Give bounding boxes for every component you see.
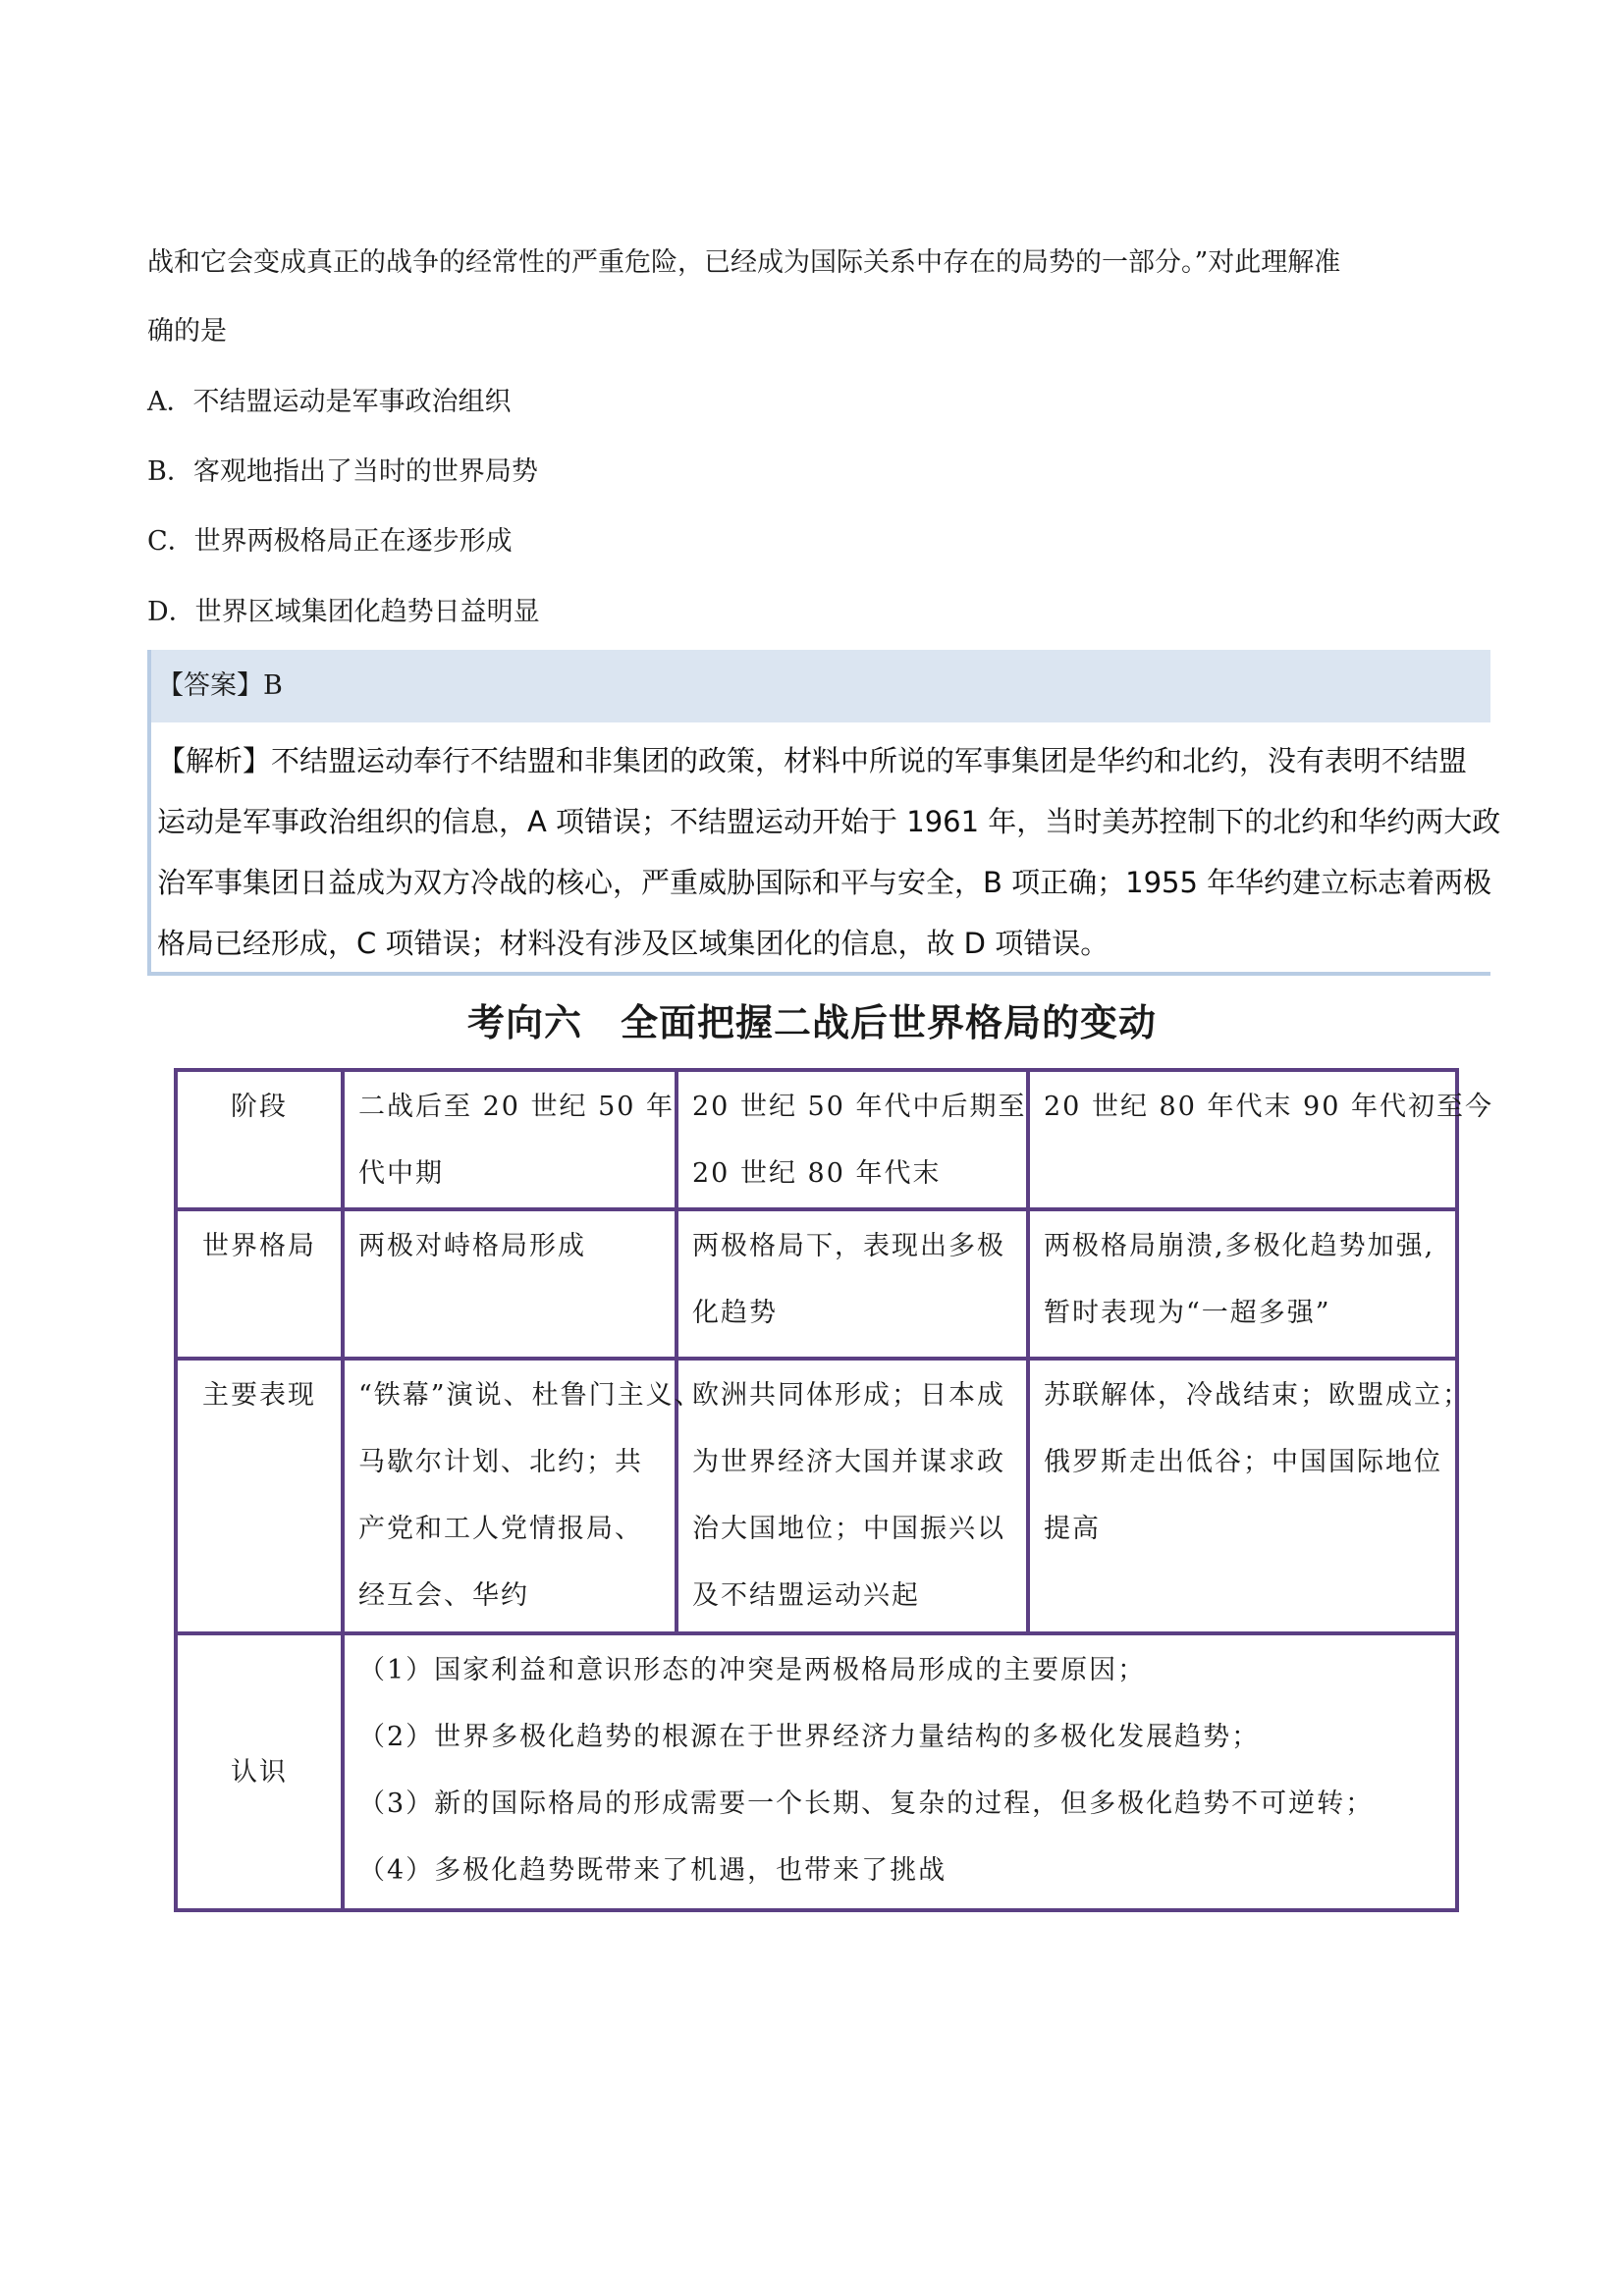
row-label-stage: 阶段 <box>176 1070 343 1209</box>
row-label-features: 主要表现 <box>176 1359 343 1633</box>
option-d: D．世界区域集团化趋势日益明显 <box>147 597 540 627</box>
table-row-stage <box>176 1070 1457 1209</box>
option-b: B．客观地指出了当时的世界局势 <box>147 456 538 487</box>
row-label-understanding: 认识 <box>176 1633 343 1910</box>
understanding-item: （3）新的国际格局的形成需要一个长期、复杂的过程，但多极化趋势不可逆转； <box>358 1789 1375 1819</box>
summary-table <box>174 1068 1493 1912</box>
option-c: C．世界两极格局正在逐步形成 <box>147 526 513 557</box>
understanding-item: （2）世界多极化趋势的根源在于世界经济力量结构的多极化发展趋势； <box>358 1722 1261 1752</box>
features-col-3: 苏联解体，冷战结束；欧盟成立； 俄罗斯走出低谷；中国国际地位 提高 <box>1028 1359 1457 1633</box>
understanding-item: （1）国家利益和意识形态的冲突是两极格局形成的主要原因； <box>358 1655 1147 1685</box>
stage-col-2: 20 世纪 50 年代中后期至 20 世纪 80 年代末 <box>677 1070 1028 1209</box>
analysis-line: 运动是军事政治组织的信息，A 项错误；不结盟运动开始于 1961 年，当时美苏控制下的北约和华约两大政 <box>157 805 1501 838</box>
understanding-content <box>343 1633 1457 1910</box>
row-label-pattern: 世界格局 <box>176 1209 343 1359</box>
table-row-pattern <box>176 1209 1457 1359</box>
pattern-col-3: 两极格局崩溃,多极化趋势加强, 暂时表现为“一超多强” <box>1028 1209 1457 1359</box>
understanding-item: （4）多极化趋势既带来了机遇，也带来了挑战 <box>358 1855 947 1886</box>
table-row-features <box>176 1359 1457 1633</box>
answer-text: 【答案】B <box>157 670 283 701</box>
section-title: 考向六 全面把握二战后世界格局的变动 <box>466 1001 1157 1044</box>
pattern-col-2: 两极格局下，表现出多极 化趋势 <box>677 1209 1028 1359</box>
option-a: A．不结盟运动是军事政治组织 <box>147 387 512 417</box>
analysis-line: 治军事集团日益成为双方冷战的核心，严重威胁国际和平与安全，B 项正确；1955 年华约建立标志着两极 <box>157 866 1492 899</box>
table-row-understanding <box>176 1633 1457 1910</box>
features-col-2: 欧洲共同体形成；日本成 为世界经济大国并谋求政 治大国地位；中国振兴以 及不结盟运动兴起 <box>677 1359 1028 1633</box>
analysis-line: 格局已经形成，C 项错误；材料没有涉及区域集团化的信息，故 D 项错误。 <box>157 927 1110 960</box>
analysis-line: 【解析】不结盟运动奉行不结盟和非集团的政策，材料中所说的军事集团是华约和北约，没有表明不结盟 <box>157 744 1468 777</box>
question-line-1: 战和它会变成真正的战争的经常性的严重危险，已经成为国际关系中存在的局势的一部分。”对此理解准 <box>147 247 1341 278</box>
pattern-col-1: 两极对峙格局形成 <box>343 1209 677 1359</box>
question-line-2: 确的是 <box>147 316 227 347</box>
stage-col-1: 二战后至 20 世纪 50 年 代中期 <box>343 1070 677 1209</box>
stage-col-3: 20 世纪 80 年代末 90 年代初至今 <box>1028 1070 1457 1209</box>
answer-box <box>147 650 1490 722</box>
analysis-box <box>147 722 1501 976</box>
features-col-1: “铁幕”演说、杜鲁门主义、 马歇尔计划、北约；共 产党和工人党情报局、 经互会、华约 <box>343 1359 677 1633</box>
